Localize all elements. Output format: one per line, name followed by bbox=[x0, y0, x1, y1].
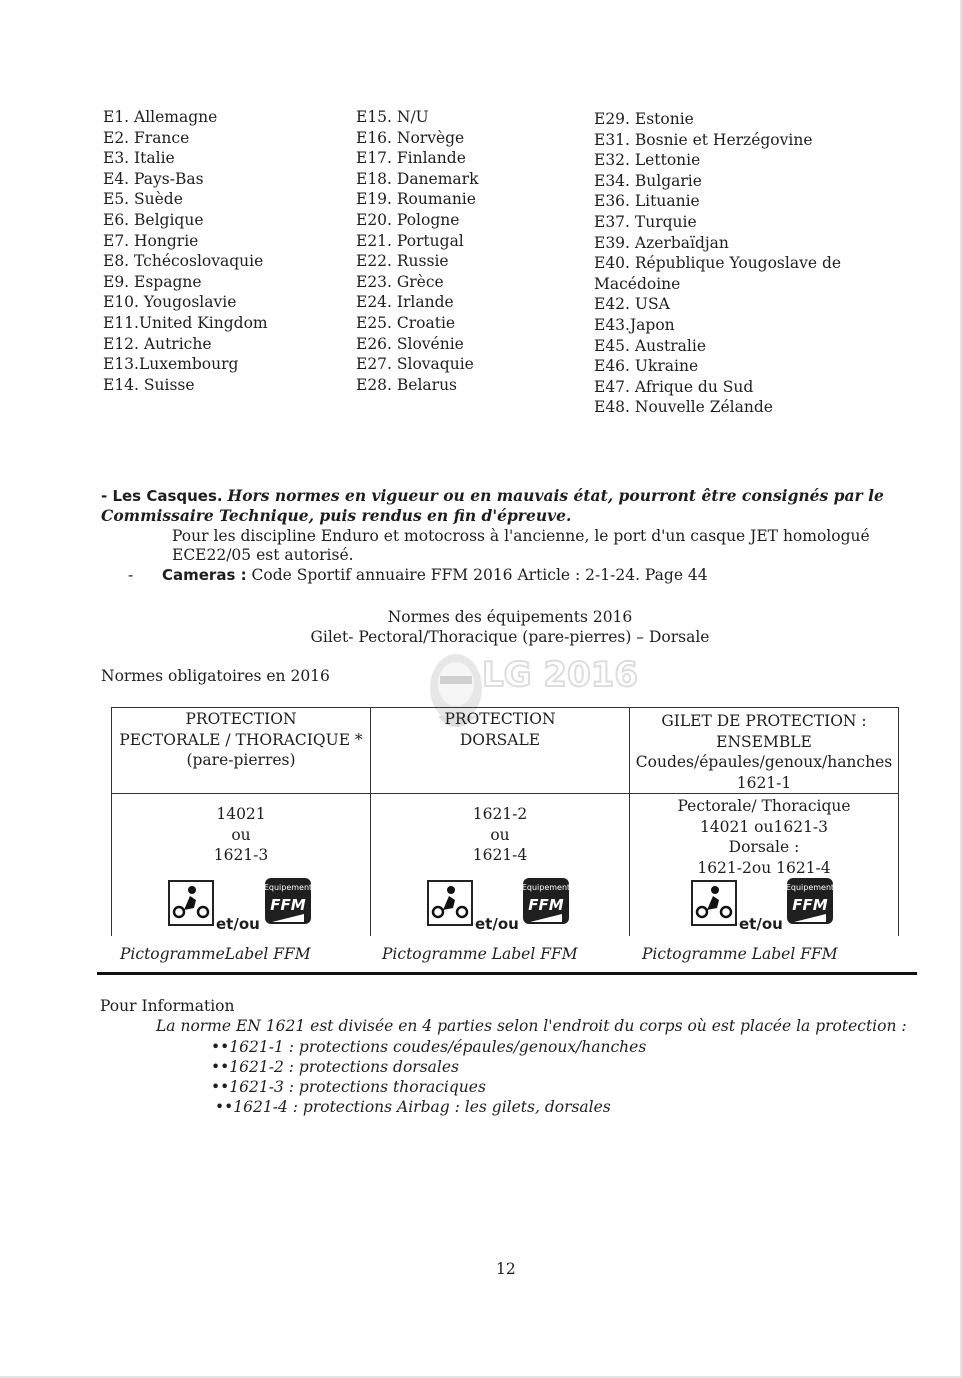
value-line: Pectorale/ Thoracique bbox=[677, 797, 851, 815]
list-item: E4. Pays-Bas bbox=[103, 169, 204, 188]
list-item: E36. Lituanie bbox=[594, 192, 700, 211]
moto-pictogram-icon bbox=[168, 880, 214, 926]
value-line: 14021 bbox=[216, 805, 266, 823]
values-cell-gilet bbox=[630, 794, 899, 963]
etou-text: et/ou bbox=[739, 915, 783, 933]
country-list-col3 bbox=[594, 109, 844, 418]
casques-heading bbox=[101, 486, 921, 526]
pictogram-caption: Pictogramme Label FFM bbox=[382, 945, 578, 963]
cameras-label: Cameras : bbox=[162, 566, 247, 584]
list-item: ••1621-1 : protections coudes/épaules/genoux/hanches bbox=[211, 1037, 647, 1056]
header-line: PROTECTION bbox=[444, 710, 556, 728]
list-item: E27. Slovaquie bbox=[356, 355, 474, 374]
ffm-top-text: Equipement bbox=[521, 883, 571, 892]
casques-italic: Hors normes en vigueur ou en mauvais état, pourront être consignés par le Commissaire Technique, puis rendus en fin d'épreuve. bbox=[101, 486, 884, 525]
list-item: E46. Ukraine bbox=[594, 357, 699, 376]
list-item: E42. USA bbox=[594, 295, 670, 314]
label-row bbox=[630, 880, 898, 934]
list-item: E32. Lettonie bbox=[594, 151, 701, 170]
header-line: PECTORALE / THORACIQUE * bbox=[119, 730, 363, 749]
etou-text: et/ou bbox=[216, 915, 260, 933]
info-intro: La norme EN 1621 est divisée en 4 parties selon l'endroit du corps où est placée la protection : bbox=[156, 1017, 907, 1036]
list-item: E26. Slovénie bbox=[356, 334, 464, 353]
watermark-text: LG 2016 bbox=[482, 655, 639, 695]
casques-section bbox=[101, 486, 921, 565]
ffm-label-icon bbox=[264, 876, 312, 926]
ffm-top-text: Equipement bbox=[785, 883, 835, 892]
list-item: E5. Suède bbox=[103, 190, 183, 209]
list-item: E7. Hongrie bbox=[103, 231, 199, 250]
header-line: ENSEMBLE bbox=[716, 732, 812, 751]
info-section bbox=[100, 996, 907, 1118]
list-item: ••1621-4 : protections Airbag : les gilets, dorsales bbox=[215, 1098, 611, 1117]
list-item: E11.United Kingdom bbox=[103, 313, 268, 332]
list-item: E10. Yougoslavie bbox=[103, 293, 237, 312]
ffm-top-text: Equipement bbox=[263, 883, 313, 892]
value-line: 1621-3 bbox=[213, 846, 269, 864]
ffm-logo-text: FFM bbox=[270, 896, 306, 914]
value-line: Dorsale : bbox=[728, 838, 800, 856]
header-cell-gilet bbox=[630, 708, 899, 794]
etou-text: et/ou bbox=[475, 915, 519, 933]
list-item: E19. Roumanie bbox=[356, 190, 476, 209]
list-item: E43.Japon bbox=[594, 315, 675, 334]
list-item: E8. Tchécoslovaquie bbox=[103, 252, 264, 271]
list-item: E21. Portugal bbox=[356, 231, 464, 250]
list-item: E25. Croatie bbox=[356, 313, 456, 332]
moto-pictogram-icon bbox=[427, 880, 473, 926]
list-item: E16. Norvège bbox=[356, 128, 465, 147]
norms-table bbox=[111, 707, 899, 963]
value-line: 14021 ou1621-3 bbox=[699, 817, 829, 836]
list-item: E34. Bulgarie bbox=[594, 171, 702, 190]
country-list-col2 bbox=[356, 107, 478, 395]
ffm-label-icon bbox=[522, 876, 570, 926]
casques-lead: - Les Casques. bbox=[101, 487, 223, 505]
pictogram-caption: PictogrammeLabel FFM bbox=[120, 945, 311, 963]
value-line: 1621-4 bbox=[472, 846, 528, 864]
list-item: E45. Australie bbox=[594, 336, 706, 355]
header-line: (pare-pierres) bbox=[186, 751, 296, 769]
values-cell-dorsale bbox=[371, 794, 630, 963]
ffm-label-icon bbox=[786, 876, 834, 926]
list-item: E6. Belgique bbox=[103, 210, 204, 229]
list-item: E15. N/U bbox=[356, 108, 429, 126]
list-item: E47. Afrique du Sud bbox=[594, 377, 754, 396]
list-item: E48. Nouvelle Zélande bbox=[594, 398, 773, 417]
table-header-row bbox=[112, 708, 899, 794]
list-item: E3. Italie bbox=[103, 149, 175, 168]
header-cell-pectorale bbox=[112, 708, 371, 794]
header-line: DORSALE bbox=[459, 730, 541, 749]
list-item: E37. Turquie bbox=[594, 212, 697, 231]
list-item: E1. Allemagne bbox=[103, 108, 218, 126]
list-item: E29. Estonie bbox=[594, 110, 694, 128]
page-number: 12 bbox=[496, 1260, 516, 1278]
header-line: Coudes/épaules/genoux/hanches bbox=[635, 753, 893, 771]
value-line: ou bbox=[490, 825, 510, 844]
cameras-line bbox=[128, 566, 708, 584]
list-item: E20. Pologne bbox=[356, 210, 460, 229]
list-item: E22. Russie bbox=[356, 252, 449, 271]
list-item: E13.Luxembourg bbox=[103, 355, 239, 374]
list-item: E40. République Yougoslave de Macédoine bbox=[594, 254, 842, 293]
header-line: 1621-1 bbox=[736, 773, 792, 792]
list-item: E9. Espagne bbox=[103, 272, 202, 291]
list-item: E28. Belarus bbox=[356, 375, 457, 394]
ffm-logo-text: FFM bbox=[792, 896, 828, 914]
casques-paragraph: Pour les discipline Enduro et motocross à l'ancienne, le port d'un casque JET homologué ECE22/05 est autorisé. bbox=[172, 527, 870, 564]
info-title: Pour Information bbox=[100, 997, 235, 1015]
cameras-dash: - bbox=[128, 566, 134, 584]
pictogram-caption: Pictogramme Label FFM bbox=[642, 945, 838, 963]
list-item: E17. Finlande bbox=[356, 149, 466, 168]
list-item: E39. Azerbaïdjan bbox=[594, 233, 729, 252]
label-row bbox=[371, 880, 629, 934]
norms-obligatoires: Normes obligatoires en 2016 bbox=[101, 667, 330, 685]
horizontal-rule bbox=[97, 972, 917, 975]
moto-pictogram-icon bbox=[691, 880, 737, 926]
values-cell-pectorale bbox=[112, 794, 371, 963]
header-line: PROTECTION bbox=[185, 710, 297, 728]
ffm-logo-text: FFM bbox=[528, 896, 564, 914]
list-item: ••1621-2 : protections dorsales bbox=[211, 1057, 459, 1076]
list-item: E2. France bbox=[103, 128, 190, 147]
country-list-col1 bbox=[103, 107, 268, 395]
list-item: E12. Autriche bbox=[103, 334, 212, 353]
norms-title: Normes des équipements 2016 bbox=[387, 608, 633, 626]
norms-subtitle: Gilet- Pectoral/Thoracique (pare-pierres) – Dorsale bbox=[310, 628, 710, 646]
value-line: ou bbox=[231, 825, 251, 844]
value-line: 1621-2ou 1621-4 bbox=[697, 858, 831, 877]
value-line: 1621-2 bbox=[472, 805, 528, 823]
list-item: E18. Danemark bbox=[356, 169, 479, 188]
header-line: GILET DE PROTECTION : bbox=[661, 712, 867, 730]
list-item: E23. Grèce bbox=[356, 272, 444, 291]
list-item: E14. Suisse bbox=[103, 375, 195, 394]
header-cell-dorsale bbox=[371, 708, 630, 794]
table-row bbox=[112, 794, 899, 937]
list-item: E24. Irlande bbox=[356, 293, 454, 312]
list-item: ••1621-3 : protections thoraciques bbox=[211, 1078, 486, 1097]
label-row bbox=[112, 880, 370, 934]
list-item: E31. Bosnie et Herzégovine bbox=[594, 130, 813, 149]
cameras-text: Code Sportif annuaire FFM 2016 Article : 2-1-24. Page 44 bbox=[251, 566, 708, 584]
